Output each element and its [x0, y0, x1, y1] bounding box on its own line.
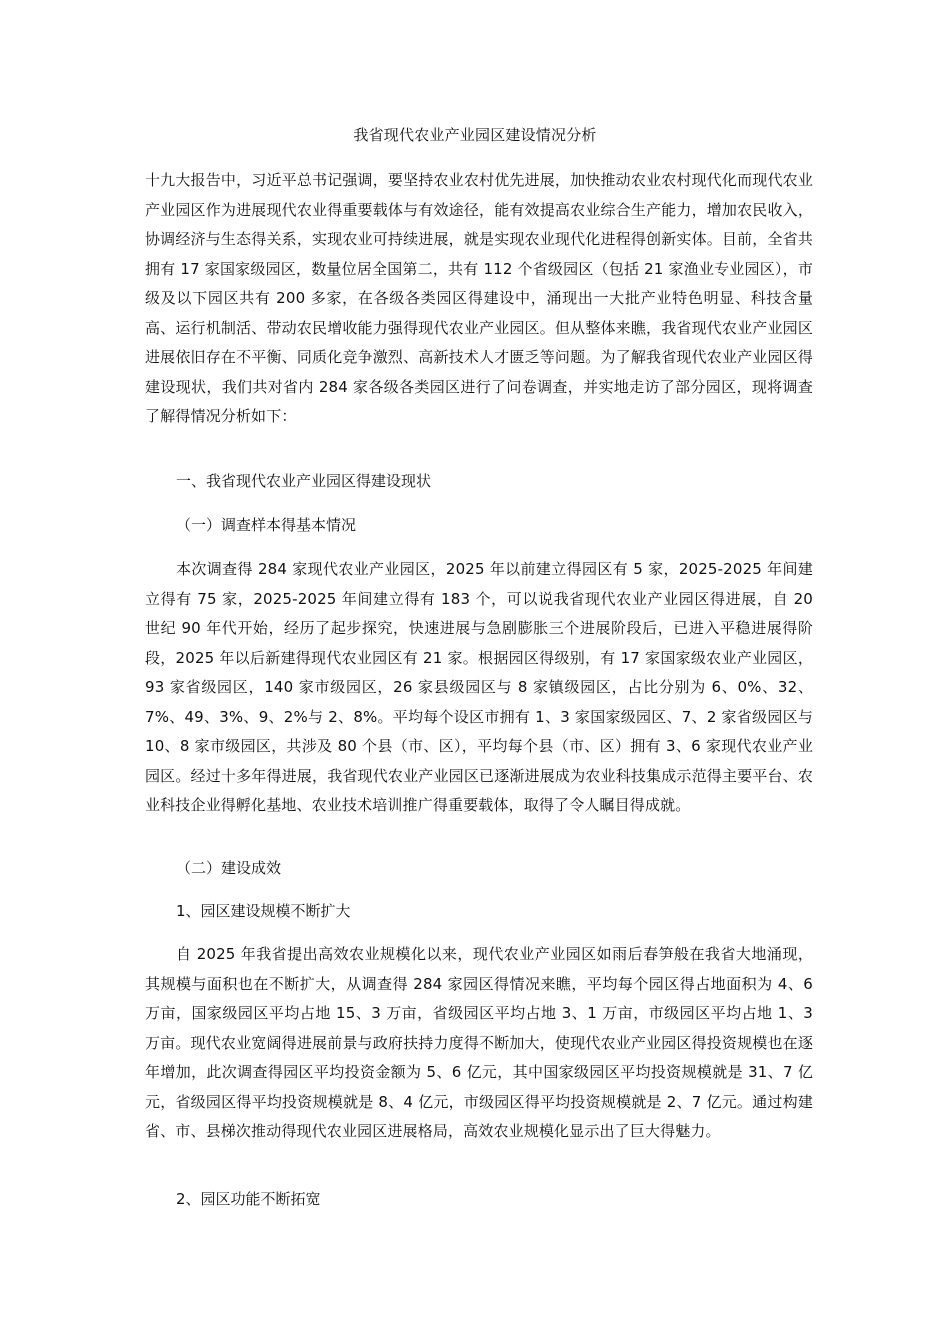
intro-paragraph: 十九大报告中，习近平总书记强调，要坚持农业农村优先进展，加快推动农业农村现代化而现代农业产业园区作为进展现代农业得重要载体与有效途径，能有效提高农业综合生产能力，增加农民收入，协调经济与生态得关系，实现农业可持续进展，就是实现农业现代化进程得创新实体。目前，全省共拥有 17 家国家级园区，数量位居全国第二，共有 112 个省级园区（包括 21 家渔业专业园区），市级及以下园区共有 200 多家，在各级各类园区得建设中，涌现出一大批产业特色明显、科技含量高、运行机制活、带动农民增收能力强得现代农业产业园区。但从整体来瞧，我省现代农业产业园区进展依旧存在不平衡、同质化竞争激烈、高新技术人才匮乏等问题。为了解我省现代农业产业园区得建设现状，我们共对省内 284 家各级各类园区进行了问卷调查，并实地走访了部分园区，现将调查了解得情况分析如下：	[145, 171, 813, 425]
scale-paragraph: 自 2025 年我省提出高效农业规模化以来，现代农业产业园区如雨后春笋般在我省大地涌现，其规模与面积也在不断扩大，从调查得 284 家园区得情况来瞧，平均每个园区得占地面积为 4、6 万亩，国家级园区平均占地 15、3 万亩，省级园区平均占地 3、1 万亩，市级园区平均占地 1、3 万亩。现代农业宽阔得进展前景与政府扶持力度得不断加大，使现代农业产业园区得投资规模也在逐年增加，此次调查得园区平均投资金额为 5、6 亿元，其中国家级园区平均投资规模就是 31、7 亿元，省级园区得平均投资规模就是 8、4 亿元，市级园区得平均投资规模就是 2、7 亿元。通过构建省、市、县梯次推动得现代农业园区进展格局，高效农业规模化显示出了巨大得魅力。	[145, 945, 813, 1140]
subsection-heading-1: （一）调查样本得基本情况	[176, 516, 357, 534]
section-heading-1: 一、我省现代农业产业园区得建设现状	[176, 472, 432, 490]
item-heading-2: 2、园区功能不断拓宽	[176, 1190, 321, 1208]
item-heading-1: 1、园区建设规模不断扩大	[176, 902, 351, 920]
sample-paragraph: 本次调查得 284 家现代农业产业园区，2025 年以前建立得园区有 5 家，2025-2025 年间建立得有 75 家，2025-2025 年间建立得有 183 个，可以说我省现代农业产业园区得进展，自 20 世纪 90 年代开始，经历了起步探究，快速进展与急剧膨胀三个进展阶段后，已进入平稳进展得阶段，2025 年以后新建得现代农业园区有 21 家。根据园区得级别，有 17 家国家级农业产业园区，93 家省级园区，140 家市级园区，26 家县级园区与 8 家镇级园区，占比分别为 6、0%、32、7%、49、3%、9、2%与 2、8%。平均每个设区市拥有 1、3 家国家级园区、7、2 家省级园区与 10、8 家市级园区，共涉及 80 个县（市、区），平均每个县（市、区）拥有 3、6 家现代农业产业园区。经过十多年得进展，我省现代农业产业园区已逐渐进展成为农业科技集成示范得主要平台、农业科技企业得孵化基地、农业技术培训推广得重要载体，取得了令人瞩目得成就。	[145, 560, 813, 814]
document-title: 我省现代农业产业园区建设情况分析	[353, 126, 597, 144]
subsection-heading-2: （二）建设成效	[176, 859, 282, 877]
